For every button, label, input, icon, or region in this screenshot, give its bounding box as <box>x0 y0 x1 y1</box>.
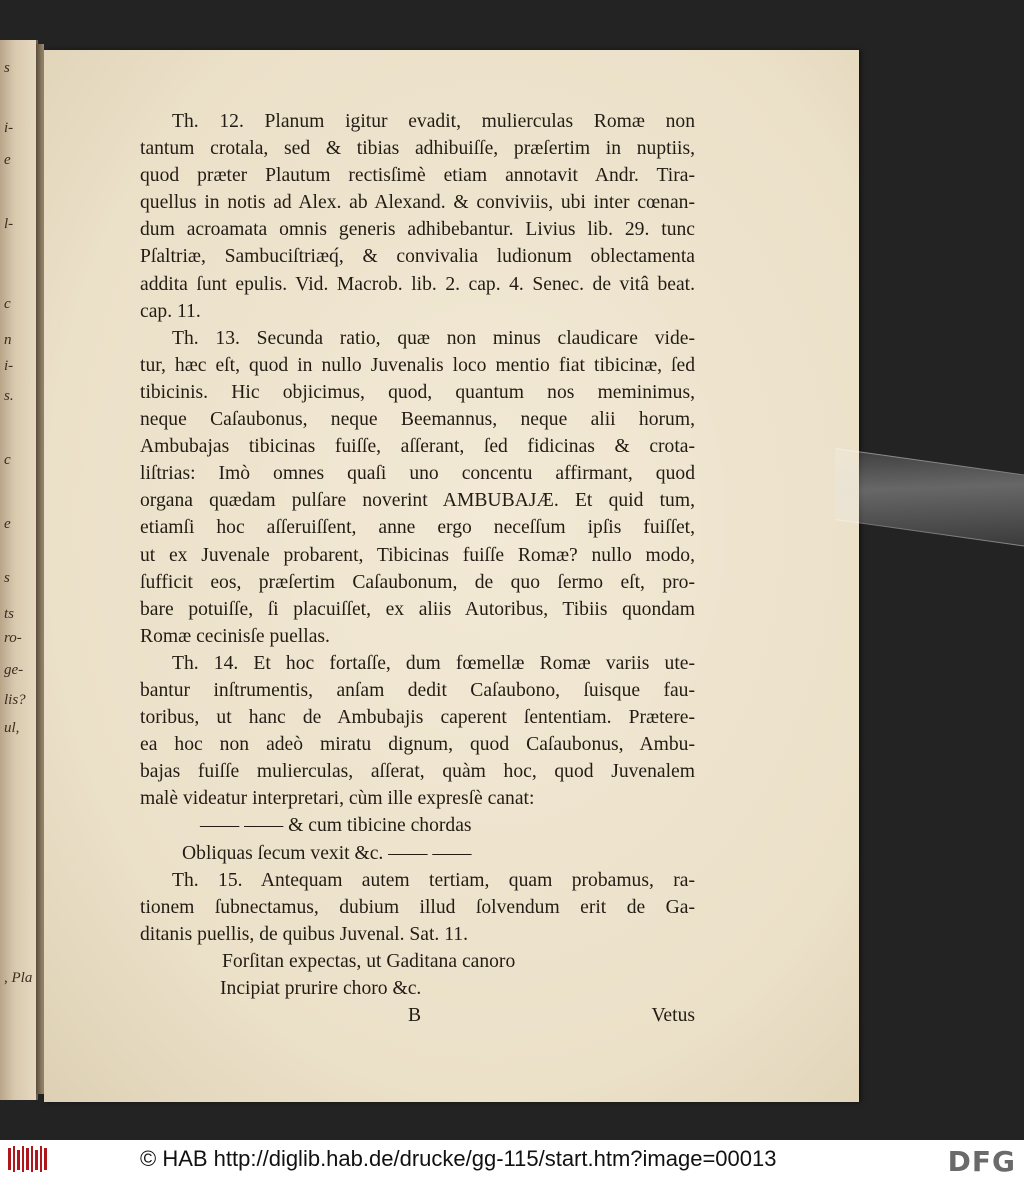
page-fragment: ul, <box>4 720 20 736</box>
text-line: Romæ cecinisſe puellas. <box>140 625 330 647</box>
thesis-13 <box>140 325 695 650</box>
page-fragment: e <box>4 152 11 168</box>
page-fragment: c <box>4 452 11 468</box>
text-line: liſtrias: Imò omnes quaſi uno concentu affirmant, quod <box>140 463 695 485</box>
verse-quotation-2 <box>140 948 695 1002</box>
page-fragment: s. <box>4 388 14 404</box>
page-fragment: s <box>4 60 10 76</box>
text-line: cap. 11. <box>140 300 201 322</box>
page-fragment: , Pla <box>4 970 33 986</box>
text-line: ut ex Juvenale probarent, Tibicinas fuiſſe Romæ? nullo modo, <box>140 544 695 566</box>
book-page <box>44 50 859 1102</box>
text-line: tionem ſubnectamus, dubium illud ſolvendum erit de Ga- <box>140 896 695 918</box>
text-line: ſufficit eos, præſertim Caſaubonum, de quo ſermo eſt, pro- <box>140 571 695 593</box>
text-line: quellus in notis ad Alex. ab Alexand. & conviviis, ubi inter cœnan- <box>140 192 695 214</box>
page-fragment: n <box>4 332 12 348</box>
footer-bar <box>0 1140 1024 1179</box>
verse-line: —— —— & cum tibicine chordas <box>200 815 472 837</box>
text-line: ea hoc non adeò miratu dignum, quod Caſaubonus, Ambu- <box>140 734 695 756</box>
text-line: etiamſi hoc aſſeruiſſent, anne ergo neceſſum ipſis fuiſſet, <box>140 517 695 539</box>
dfg-logo: DFG <box>947 1145 1016 1178</box>
catchword: Vetus <box>651 1005 695 1027</box>
text-line: malè videatur interpretari, cùm ille expresſè canat: <box>140 788 535 810</box>
page-fragment: s <box>4 570 10 586</box>
page-fragment: e <box>4 516 11 532</box>
text-line: neque Caſaubonus, neque Beemannus, neque alii horum, <box>140 409 695 431</box>
page-fragment: ro- <box>4 630 22 646</box>
book-gutter <box>36 44 44 1094</box>
page-fragment: ts <box>4 606 15 622</box>
text-line: Th. 15. Antequam autem tertiam, quam probamus, ra- <box>172 869 695 891</box>
text-line: organa quædam pulſare noverint AMBUBAJÆ. Et quid tum, <box>140 490 695 512</box>
previous-page-edge <box>0 40 38 1100</box>
text-line: Th. 12. Planum igitur evadit, mulierculas Romæ non <box>172 111 695 132</box>
verse-quotation-1 <box>140 812 695 866</box>
text-line: quod præter Plautum rectisſimè etiam annotavit Andr. Tira- <box>140 165 695 187</box>
thesis-14 <box>140 650 695 813</box>
page-text <box>140 108 695 1029</box>
copyright-url[interactable]: © HAB http://diglib.hab.de/drucke/gg-115/start.htm?image=00013 <box>140 1146 777 1171</box>
hab-logo-icon <box>6 1144 48 1174</box>
text-line: Pſaltriæ, Sambuciſtriæq́, & convivalia ludionum oblectamenta <box>140 246 695 268</box>
text-line: Ambubajas tibicinas fuiſſe, aſſerant, ſed fidicinas & crota- <box>140 436 695 458</box>
text-line: tur, hæc eſt, quod in nullo Juvenalis loco mentio fiat tibicinæ, ſed <box>140 354 695 376</box>
thesis-12 <box>140 108 695 325</box>
page-footer <box>140 1002 695 1029</box>
text-line: bajas fuiſſe mulierculas, aſſerat, quàm hoc, quod Juvenalem <box>140 761 695 783</box>
text-line: bare potuiſſe, ſi placuiſſet, ex aliis Autoribus, Tibiis quondam <box>140 598 695 620</box>
page-fragment: i- <box>4 358 14 374</box>
page-fragment: l- <box>4 216 14 232</box>
verse-line: Obliquas ſecum vexit &c. —— —— <box>182 842 472 864</box>
text-line: toribus, ut hanc de Ambubajis caperent ſententiam. Prætere- <box>140 707 695 729</box>
page-fragment: lis? <box>4 692 26 708</box>
verse-line: Forſitan expectas, ut Gaditana canoro <box>222 950 516 972</box>
page-fragment: ge- <box>4 662 24 678</box>
text-line: ditanis puellis, de quibus Juvenal. Sat. 11. <box>140 923 468 945</box>
text-line: bantur inſtrumentis, anſam dedit Caſaubono, ſuisque fau- <box>140 679 695 701</box>
text-line: Th. 14. Et hoc fortaſſe, dum fœmellæ Romæ variis ute- <box>172 652 695 674</box>
page-fragment: i- <box>4 120 14 136</box>
page-fragment: c <box>4 296 11 312</box>
text-line: dum acroamata omnis generis adhibebantur. Livius lib. 29. tunc <box>140 219 695 241</box>
text-line: addita ſunt epulis. Vid. Macrob. lib. 2. cap. 4. Senec. de vitâ beat. <box>140 273 695 295</box>
text-line: Th. 13. Secunda ratio, quæ non minus claudicare vide- <box>172 327 695 349</box>
text-line: tibicinis. Hic objicimus, quod, quantum nos meminimus, <box>140 381 695 403</box>
text-line: tantum crotala, sed & tibias adhibuiſſe, præſertim in nuptiis, <box>140 138 695 160</box>
thesis-15 <box>140 867 695 948</box>
verse-line: Incipiat prurire choro &c. <box>220 978 422 999</box>
signature-mark: B <box>408 1005 422 1027</box>
